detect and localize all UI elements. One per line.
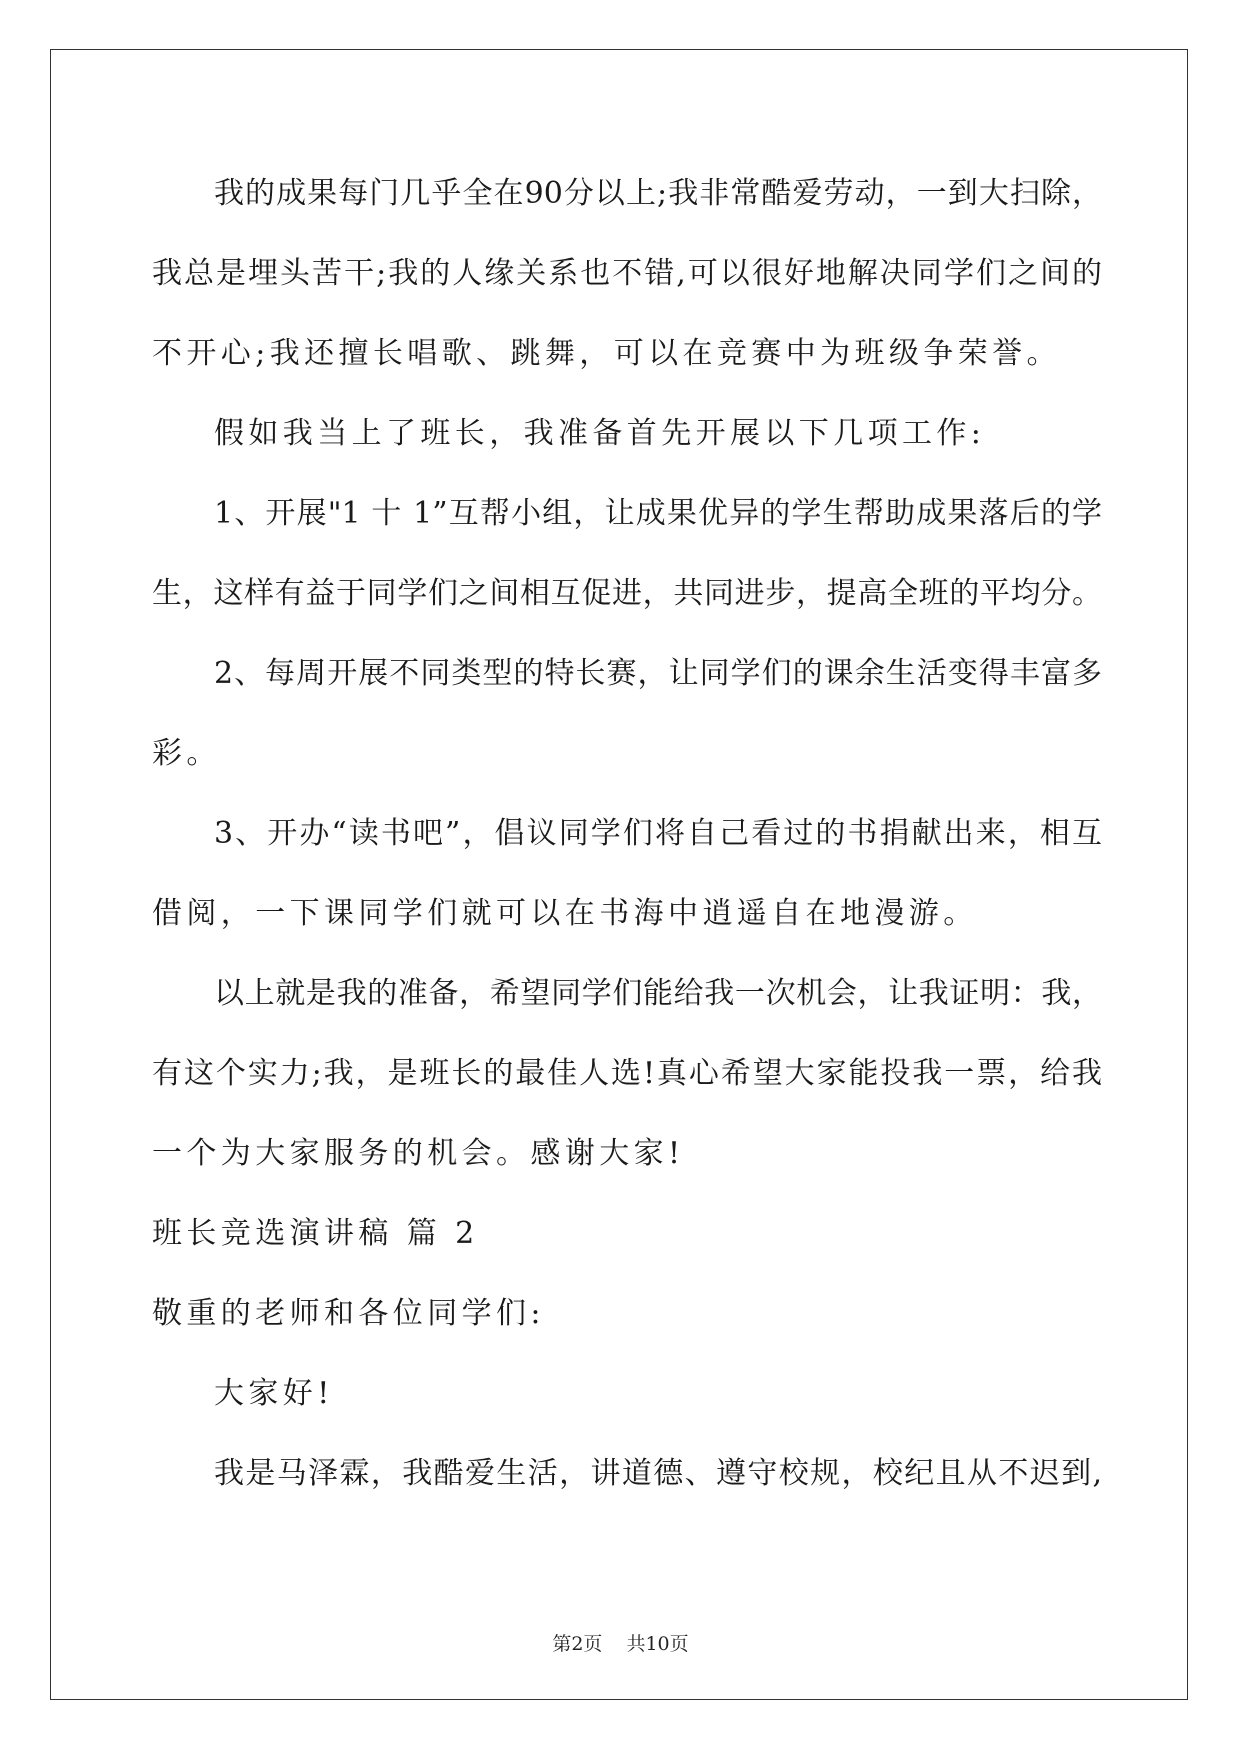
text-line: 不开心;我还擅长唱歌、跳舞，可以在竞赛中为班级争荣誉。 <box>152 336 1061 371</box>
page-footer <box>0 1632 1241 1656</box>
page-number: 第2页 <box>552 1633 603 1655</box>
section-heading: 班长竞选演讲稿 篇 2 <box>152 1216 479 1251</box>
page-total: 共10页 <box>626 1633 689 1655</box>
text-line: 借阅，一下课同学们就可以在书海中逍遥自在地漫游。 <box>152 896 978 931</box>
text-line: 彩。 <box>152 736 221 771</box>
text-line: 1、开展"1 十 1”互帮小组，让成果优异的学生帮助成果落后的学 <box>214 496 1102 531</box>
greeting: 大家好! <box>214 1376 334 1411</box>
text-line: 3、开办“读书吧”，倡议同学们将自己看过的书捐献出来，相互 <box>214 816 1102 851</box>
text-line: 以上就是我的准备，希望同学们能给我一次机会，让我证明：我， <box>214 976 1102 1011</box>
text-line: 一个为大家服务的机会。感谢大家! <box>152 1136 685 1171</box>
text-line: 有这个实力;我，是班长的最佳人选!真心希望大家能投我一票，给我 <box>152 1056 1102 1091</box>
text-line: 假如我当上了班长，我准备首先开展以下几项工作: <box>214 416 986 451</box>
page-border <box>50 49 1188 1700</box>
text-line: 2、每周开展不同类型的特长赛，让同学们的课余生活变得丰富多 <box>214 656 1102 691</box>
text-line: 我是马泽霖，我酷爱生活，讲道德、遵守校规，校纪且从不迟到, <box>214 1456 1102 1491</box>
text-line: 我总是埋头苦干;我的人缘关系也不错,可以很好地解决同学们之间的 <box>152 256 1102 291</box>
salutation: 敬重的老师和各位同学们: <box>152 1296 545 1331</box>
text-line: 生，这样有益于同学们之间相互促进，共同进步，提高全班的平均分。 <box>152 576 1102 611</box>
text-line: 我的成果每门几乎全在90分以上;我非常酷爱劳动，一到大扫除， <box>214 176 1102 211</box>
